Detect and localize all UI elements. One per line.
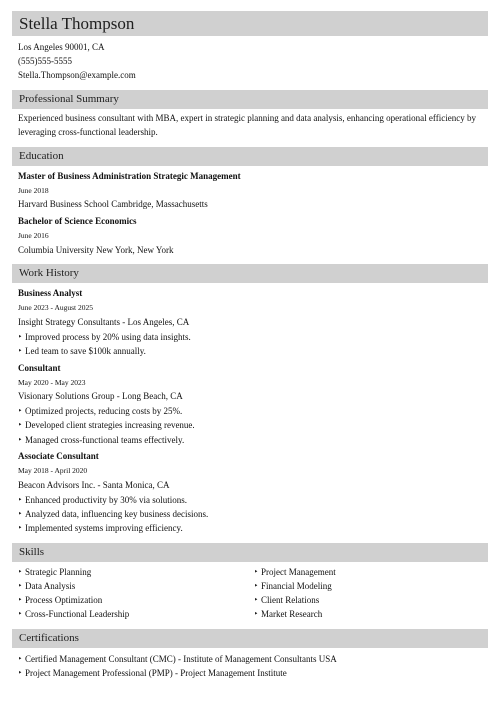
section-heading-summary: Professional Summary: [12, 90, 488, 109]
education-date: June 2016: [18, 231, 49, 240]
job-dates: May 2018 - April 2020: [18, 466, 88, 475]
bullet-icon: ‣: [18, 568, 23, 576]
email: Stella.Thompson@example.com: [18, 70, 136, 80]
job-title: Business Analyst: [18, 288, 83, 298]
bullet-icon: ‣: [254, 568, 259, 576]
education-degree: Master of Business Administration Strategic Management: [18, 171, 241, 181]
job-dates: May 2020 - May 2023: [18, 378, 86, 387]
section-heading-education: Education: [12, 147, 488, 166]
bullet-icon: ‣: [18, 347, 23, 355]
bullet-icon: ‣: [18, 496, 23, 504]
job-company: Visionary Solutions Group - Long Beach, CA: [18, 391, 183, 401]
job-dates: June 2023 - August 2025: [18, 303, 93, 312]
resume-page: Stella Thompson Los Angeles 90001, CA (555)555-5555 Stella.Thompson@example.com Professional Summary Experienced business consultant with MBA, expert in strategic planning and data analysis, enhancing operational efficiency by leveraging cross-functional leadership. Education Master of Business Administration Strategic Management June 2018 Harvard Business School Cambridge, Massachusetts Bachelor of Science Economics June 2016 Columbia University New York, New York Work History Business Analyst June 2023 - August 2025 Insight Strategy Consultants - Los Angeles, CA ‣ Improved process by 20% using data insights. ‣ Led team to save $100k annually. Consultant May 2020 - May 2023 Visionary Solutions Group - Long Beach, CA ‣ Optimized projects, reducing costs by 25%. ‣ Developed client strategies increasing revenue. ‣ Managed cross-functional teams effectively. Associate Consultant May 2018 - April 2020 Beacon Advisors Inc. - Santa Monica, CA ‣ Enhanced productivity by 30% via solutions. ‣ Analyzed data, influencing key business decisions. ‣ Implemented systems improving efficiency. Skills ‣ Strategic Planning ‣ Data Analysis ‣ Process Optimization ‣ Cross-Functional Leadership ‣ Project Management ‣ Financial Modeling ‣ Client Relations ‣ Market Research Certifications ‣ Certified Management Consultant (CMC) - Institute of Management Consultants USA ‣ Project Management Professional (PMP) - Project Management Institute: [0, 0, 500, 704]
education-school: Columbia University New York, New York: [18, 245, 174, 255]
bullet-icon: ‣: [18, 524, 23, 532]
bullet-icon: ‣: [18, 610, 23, 618]
bullet-icon: ‣: [18, 596, 23, 604]
education-degree: Bachelor of Science Economics: [18, 216, 137, 226]
bullet-icon: ‣: [18, 655, 23, 663]
education-school: Harvard Business School Cambridge, Massachusetts: [18, 199, 208, 209]
job-company: Beacon Advisors Inc. - Santa Monica, CA: [18, 480, 170, 490]
candidate-name: Stella Thompson: [12, 11, 488, 36]
bullet-icon: ‣: [18, 333, 23, 341]
bullet-icon: ‣: [254, 582, 259, 590]
job-title: Consultant: [18, 363, 61, 373]
education-date: June 2018: [18, 186, 49, 195]
section-heading-certifications: Certifications: [12, 629, 488, 648]
bullet-icon: ‣: [18, 510, 23, 518]
section-heading-skills: Skills: [12, 543, 488, 562]
bullet-icon: ‣: [18, 421, 23, 429]
bullet-icon: ‣: [254, 610, 259, 618]
bullet-icon: ‣: [18, 407, 23, 415]
address: Los Angeles 90001, CA: [18, 42, 105, 52]
section-heading-work: Work History: [12, 264, 488, 283]
summary-text: Experienced business consultant with MBA, expert in strategic planning and data analysis, enhancing operational efficiency by leveraging cross-functional leadership.: [18, 113, 476, 137]
bullet-icon: ‣: [18, 669, 23, 677]
job-title: Associate Consultant: [18, 451, 99, 461]
phone: (555)555-5555: [18, 56, 72, 66]
bullet-icon: ‣: [254, 596, 259, 604]
bullet-icon: ‣: [18, 582, 23, 590]
job-company: Insight Strategy Consultants - Los Angeles, CA: [18, 317, 190, 327]
bullet-icon: ‣: [18, 436, 23, 444]
